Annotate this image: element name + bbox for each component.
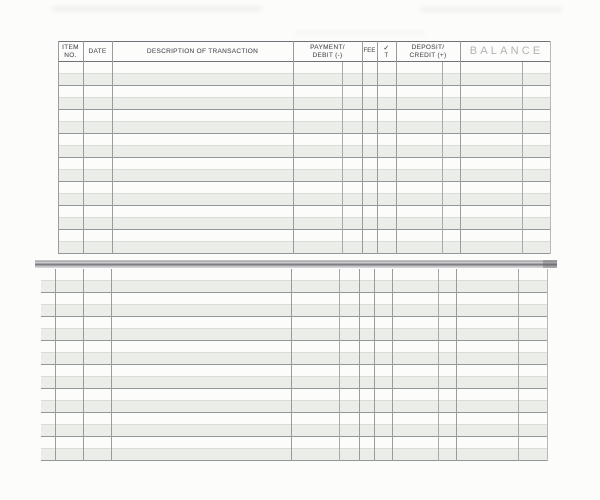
column-divider-line [83, 41, 84, 254]
column-divider-line [550, 41, 551, 254]
column-divider-line [112, 41, 113, 254]
row-entry-line-shaded [58, 145, 550, 157]
column-divider-line [362, 41, 363, 254]
register-row [58, 158, 550, 182]
row-entry-line [41, 413, 548, 424]
column-header-item-no [58, 42, 83, 61]
row-entry-line-shaded [41, 448, 548, 460]
scan-artifact [420, 7, 562, 12]
register-bottom-page [41, 269, 548, 461]
header-label: ITEM [62, 43, 79, 51]
row-entry-line [41, 389, 548, 400]
row-entry-line [58, 206, 550, 217]
column-divider-line [377, 41, 378, 254]
row-entry-line-shaded [41, 280, 548, 292]
column-divider-line [359, 269, 360, 461]
row-entry-line-shaded [41, 328, 548, 340]
register-row [41, 437, 548, 461]
scan-artifact [295, 31, 425, 35]
column-divider-line [342, 62, 343, 254]
row-entry-line-shaded [58, 97, 550, 109]
row-entry-line [58, 158, 550, 169]
row-entry-line-shaded [41, 304, 548, 316]
column-divider-line [55, 269, 56, 461]
row-entry-line-shaded [58, 241, 550, 253]
column-header-cleared [377, 42, 396, 61]
row-entry-line [41, 269, 548, 280]
column-header-fee [362, 42, 377, 61]
header-label: T [384, 52, 389, 59]
column-header-deposit-credit [396, 42, 460, 61]
row-entry-line [58, 182, 550, 193]
register-row [58, 134, 550, 158]
column-divider-line [339, 269, 340, 461]
header-label: DATE [88, 47, 107, 55]
row-entry-line-shaded [41, 424, 548, 436]
header-label: BALANCE [469, 45, 544, 58]
row-entry-line-shaded [58, 217, 550, 229]
column-header-payment-debit [293, 42, 362, 61]
register-row [58, 230, 550, 254]
column-divider-line [438, 269, 439, 461]
column-divider-line [522, 62, 523, 254]
row-entry-line [58, 62, 550, 73]
column-divider-line [293, 41, 294, 254]
row-entry-line-shaded [58, 193, 550, 205]
column-divider-line [456, 269, 457, 461]
row-entry-line-shaded [58, 73, 550, 85]
register-top-page [58, 41, 550, 254]
column-header-balance [460, 42, 550, 61]
row-entry-line-shaded [58, 121, 550, 133]
row-entry-line [41, 293, 548, 304]
column-divider-line [442, 62, 443, 254]
column-divider-line [111, 269, 112, 461]
column-divider-line [392, 269, 393, 461]
register-row [41, 365, 548, 389]
register-row [41, 269, 548, 293]
register-row [41, 389, 548, 413]
header-label: DESCRIPTION OF TRANSACTION [146, 47, 259, 55]
row-entry-line [41, 365, 548, 376]
row-entry-line [58, 86, 550, 97]
register-row [58, 110, 550, 134]
register-rows-top [58, 62, 550, 254]
header-label: FEE [363, 47, 376, 54]
register-row [58, 182, 550, 206]
column-divider-line [460, 41, 461, 254]
register-row [41, 413, 548, 437]
register-row [41, 341, 548, 365]
checkmark-icon: ✓ [383, 44, 390, 52]
row-entry-line [41, 437, 548, 448]
header-label: DEPOSIT/ [411, 43, 445, 51]
column-divider-line [518, 269, 519, 461]
column-divider-line [58, 41, 59, 254]
row-entry-line-shaded [58, 169, 550, 181]
row-entry-line-shaded [41, 376, 548, 388]
register-rows-bottom [41, 269, 548, 461]
row-entry-line [58, 230, 550, 241]
column-divider-line [83, 269, 84, 461]
register-row [58, 86, 550, 110]
scan-artifact [52, 6, 262, 12]
column-header-description [112, 42, 293, 61]
header-label: PAYMENT/ [310, 43, 345, 51]
page-fold-divider [35, 260, 557, 268]
row-entry-line-shaded [41, 400, 548, 412]
header-label: CREDIT (+) [409, 51, 447, 59]
header-label: DEBIT (-) [312, 51, 343, 59]
column-divider-line [547, 269, 548, 461]
row-entry-line [58, 110, 550, 121]
column-divider-line [291, 269, 292, 461]
divider-end-cap [543, 260, 557, 268]
row-entry-line [58, 134, 550, 145]
register-header-row [58, 41, 550, 62]
header-label: NO. [64, 51, 77, 59]
row-entry-line-shaded [41, 352, 548, 364]
register-row [58, 206, 550, 230]
row-entry-line [41, 317, 548, 328]
column-divider-line [396, 41, 397, 254]
register-row [41, 317, 548, 341]
register-row [58, 62, 550, 86]
column-header-date [83, 42, 112, 61]
column-divider-line [374, 269, 375, 461]
register-row [41, 293, 548, 317]
row-entry-line [41, 341, 548, 352]
